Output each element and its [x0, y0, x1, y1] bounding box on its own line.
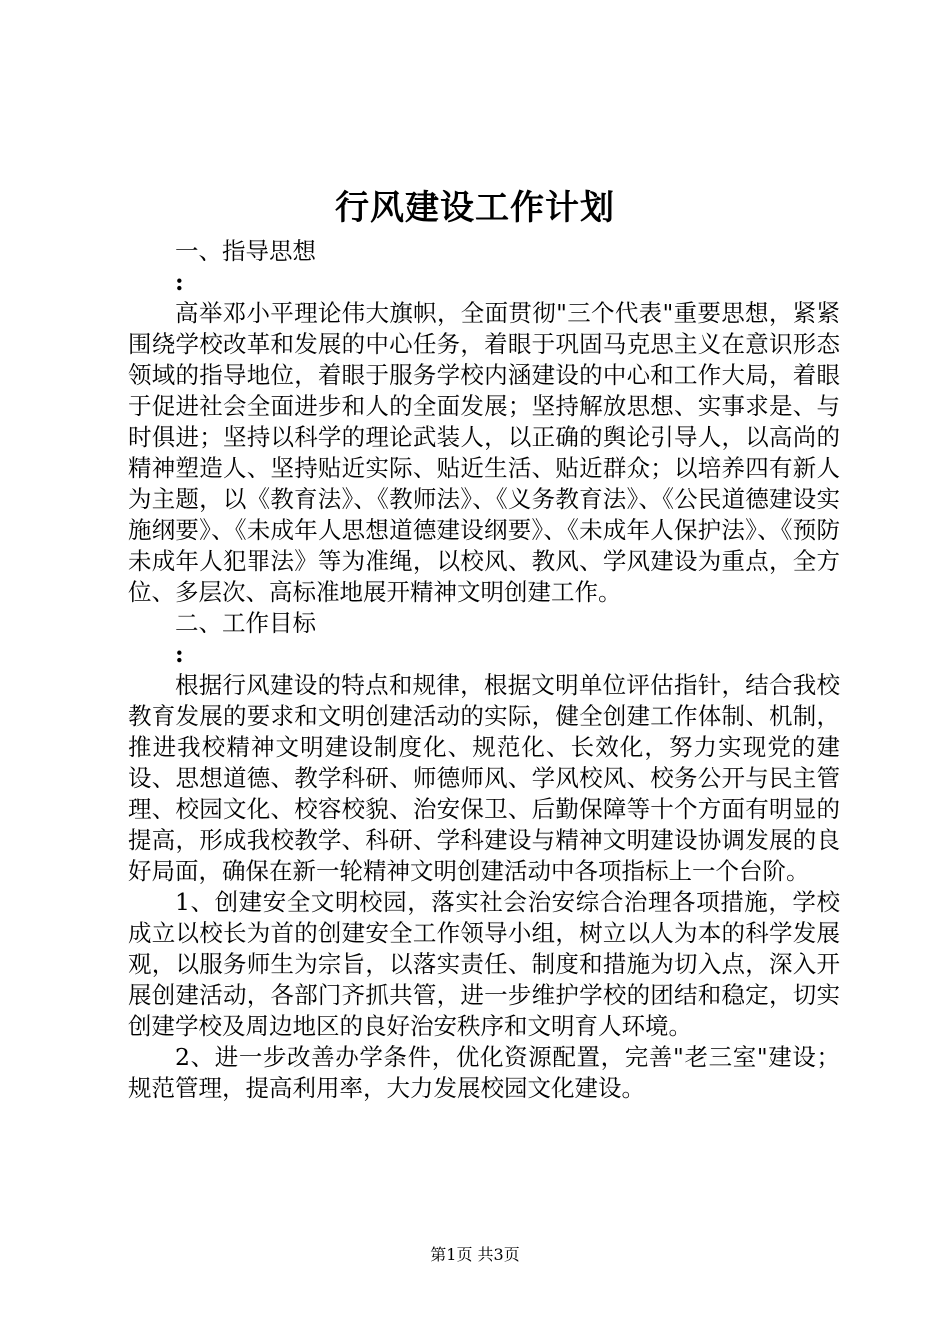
paragraph: 根据行风建设的特点和规律，根据文明单位评估指针，结合我校教育发展的要求和文明创建活动的实际，健全创建工作体制、机制，推进我校精神文明建设制度化、规范化、长效化，努力实现党的建设、思想道德、教学科研、师德师风、学风校风、校务公开与民主管理、校园文化、校容校貌、治安保卫、后勤保障等十个方面有明显的提高，形成我校教学、科研、学科建设与精神文明建设协调发展的良好局面，确保在新一轮精神文明创建活动中各项指标上一个台阶。 — [128, 671, 840, 885]
document-body — [128, 236, 840, 1104]
section-colon: : — [175, 268, 184, 296]
section-heading-guiding-ideology: 一、指导思想 — [175, 237, 316, 265]
paragraph-item-2: 2、进一步改善办学条件，优化资源配置，完善"老三室"建设；规范管理，提高利用率，大力发展校园文化建设。 — [128, 1043, 840, 1102]
paragraph: 高举邓小平理论伟大旗帜，全面贯彻"三个代表"重要思想，紧紧围绕学校改革和发展的中心任务，着眼于巩固马克思主义在意识形态领域的指导地位，着眼于服务学校内涵建设的中心和工作大局，着眼于促进社会全面进步和人的全面发展；坚持解放思想、实事求是、与时俱进；坚持以科学的理论武装人，以正确的舆论引导人，以高尚的精神塑造人、坚持贴近实际、贴近生活、贴近群众；以培养四有新人为主题，以《教育法》、《教师法》、《义务教育法》、《公民道德建设实施纲要》、《未成年人思想道德建设纲要》、《未成年人保护法》、《预防未成年人犯罪法》等为准绳，以校风、教风、学风建设为重点，全方位、多层次、高标准地展开精神文明创建工作。 — [128, 299, 840, 606]
section-colon: : — [175, 640, 184, 668]
section-heading-work-goals: 二、工作目标 — [175, 609, 316, 637]
page-number-footer: 第1页 共3页 — [430, 1245, 520, 1264]
paragraph-item-1: 1、创建安全文明校园，落实社会治安综合治理各项措施，学校成立以校长为首的创建安全工作领导小组，树立以人为本的科学发展观，以服务师生为宗旨，以落实责任、制度和措施为切入点，深入开展创建活动，各部门齐抓共管，进一步维护学校的团结和稳定，切实创建学校及周边地区的良好治安秩序和文明育人环境。 — [128, 888, 840, 1040]
document-title: 行风建设工作计划 — [335, 188, 615, 228]
